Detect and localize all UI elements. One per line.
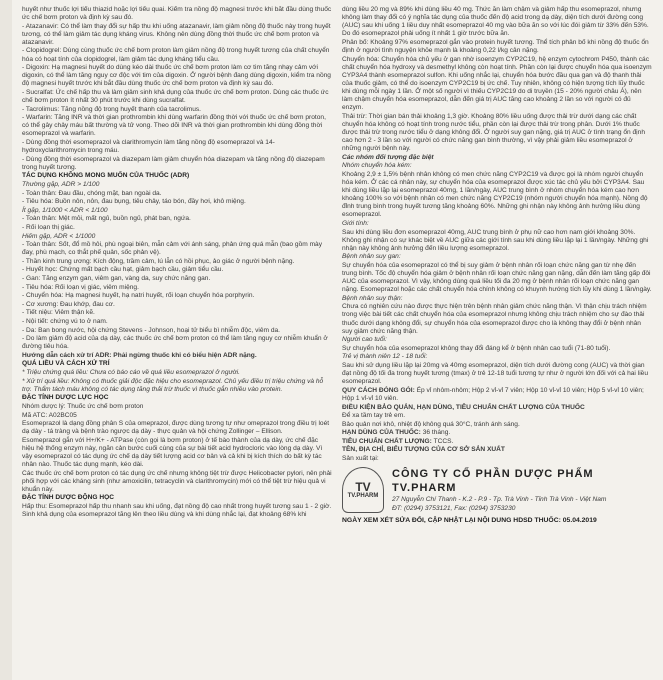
- adr-line: - Toàn thân: Sốt, đổ mồ hôi, phù ngoại biên, mẫn cảm với ánh sáng, phản ứng quá mẫn (bao gồm mày đay, phù mạch, co thắt phế quản, sốc phản vệ).: [22, 241, 323, 257]
- pk-paragraph: Chưa có nghiên cứu nào được thực hiện trên bệnh nhân giảm chức năng thận. Vì thận chịu trách nhiệm trong việc bài tiết các chất chuyển hóa của esomeprazol nhưng không chịu trách nhiệm cho sự đào thải thuốc dưới dạng không đổi, sự chuyển hóa của esomeprazol được cho là không thay đổi ở bệnh nhân suy giảm chức năng thận.: [342, 303, 647, 335]
- pharmacodynamics-paragraph: Esomeprazol gắn với H+/K+ - ATPase (còn gọi là bơm proton) ở tế bào thành của dạ dày, ức chế đặc hiệu hệ thống enzym này, ngăn cản bước cuối cùng của sự bài tiết acid hydrocloric vào lòng dạ dày. Vì vậy esomeprazol có tác dụng ức chế dạ dày tiết lượng acid cơ bản và cả khi bị kích thích do bất kỳ tác nhân nào. Thuốc tác dụng mạnh, kéo dài.: [22, 436, 323, 469]
- packaging-text: Bảo quản nơi khô, nhiệt độ không quá 30°C, tránh ánh sáng.: [342, 420, 520, 428]
- interaction-paragraph: - Tacrolimus: Tăng nồng độ trong huyết thanh của tacrolimus.: [22, 105, 201, 113]
- right-column: [342, 6, 652, 680]
- packaging-line: [342, 387, 652, 403]
- pk-paragraph: Phân bố: Khoảng 97% esomeprazol gắn vào protein huyết tương. Thể tích phân bố khi nồng độ thuốc ổn định ở người tình nguyện khỏe mạnh là khoảng 0,22 l/kg cân nặng.: [342, 38, 649, 54]
- company-address: 27 Nguyễn Chí Thanh - K.2 - P.9 - Tp. Trà Vinh - Tỉnh Trà Vinh - Việt Nam: [392, 496, 607, 504]
- section-heading-pharmacodynamics: ĐẶC TÍNH DƯỢC LỰC HỌC: [22, 394, 109, 402]
- pk-paragraph: Bệnh nhân suy thận:: [342, 294, 403, 302]
- section-heading-overdose: QUÁ LIỀU VÀ CÁCH XỬ TRÍ: [22, 360, 110, 368]
- pk-paragraph: Người cao tuổi:: [342, 336, 387, 344]
- pk-paragraph: Sự chuyển hóa của esomeprazol có thể bị suy giảm ở bệnh nhân rối loạn chức năng gan từ nhẹ đến trung bình. Tốc độ chuyển hóa giảm ở bệnh nhân rối loạn chức năng gan nặng, dẫn đến làm tăng gấp đôi AUC của esomeprazol. Vì vậy, không dùng quá liều tối đa 20 mg ở bệnh nhân rối loạn chức năng gan nặng. Esomeprazol hoặc các chất chuyển hóa chính không có khuynh hướng tích lũy khi dùng 1 lần/ngày.: [342, 261, 652, 294]
- company-logo: [342, 467, 384, 513]
- packaging-text: 36 tháng.: [420, 429, 451, 437]
- packaging-line: [342, 412, 652, 420]
- packaging-line: [342, 404, 652, 412]
- interaction-paragraph: - Warfarin: Tăng INR và thời gian prothrombin khi dùng warfarin đồng thời với thuốc ức chế bơm proton, có thể gây chảy máu bất thường và tử vong. Theo dõi INR và thời gian prothrombin khi dùng đồng thời esomeprazol và warfarin.: [22, 114, 326, 138]
- pk-paragraph: Các nhóm đối tượng đặc biệt: [342, 153, 434, 161]
- adr-line: - Da: Ban bong nước, hội chứng Stevens - Johnson, hoại tử biểu bì nhiễm độc, viêm da.: [22, 326, 281, 334]
- company-phone: ĐT: (0294) 3753121, Fax: (0294) 3753230: [392, 505, 516, 513]
- manufacturer-block: [342, 467, 652, 513]
- packaging-line: [342, 455, 652, 463]
- interaction-paragraph: - Dùng đồng thời esomeprazol và clarithromycin làm tăng nồng độ esomeprazol và 14-hydroxyclarithromycin trong máu.: [22, 139, 275, 155]
- interaction-paragraph: - Digoxin: Hạ magnesi huyết do dùng kéo dài thuốc ức chế bơm proton làm cơ tim tăng nhạy cảm với digoxin, có thể làm tăng nguy cơ độc với tim của digoxin. Ở người bệnh đang dùng digoxin, kiểm tra nồng độ magnesi huyết trước khi bắt đầu dùng thuốc ức chế bơm proton và định kỳ sau đó.: [22, 64, 331, 88]
- packaging-label: TIÊU CHUẨN CHẤT LƯỢNG:: [342, 437, 432, 445]
- packaging-text: TCCS.: [431, 437, 454, 445]
- adr-line: - Toàn thân: Mệt mỏi, mất ngủ, buồn ngủ, phát ban, ngứa.: [22, 215, 191, 223]
- pharmacodynamics-paragraph: Esomeprazol là dạng đồng phân S của omeprazol, được dùng tương tự như omeprazol trong điều trị loét dạ dày - tá tràng và bệnh trào ngược dạ dày - thực quản và hội chứng Zollinger – Ellison.: [22, 420, 330, 436]
- pk-paragraph: Trẻ vị thành niên 12 - 18 tuổi:: [342, 353, 428, 361]
- adr-line: Thường gặp, ADR > 1/100: [22, 180, 100, 188]
- adr-line: - Chuyển hóa: Hạ magnesi huyết, hạ natri huyết, rối loạn chuyển hóa porphyrin.: [22, 292, 255, 300]
- section-heading-adr: TÁC DỤNG KHÔNG MONG MUỐN CỦA THUỐC (ADR): [22, 172, 190, 180]
- adr-line: - Rối loạn thị giác.: [22, 223, 75, 231]
- packaging-text: Để xa tầm tay trẻ em.: [342, 412, 406, 420]
- adr-line: - Toàn thân: Đau đầu, chóng mặt, ban ngoài da.: [22, 189, 162, 197]
- packaging-label: HẠN DÙNG CỦA THUỐC:: [342, 429, 421, 437]
- pharmacokinetics-paragraph: Hấp thu: Esomeprazol hấp thu nhanh sau khi uống, đạt nồng độ cao nhất trong huyết tương sau 1 - 2 giờ. Sinh khả dụng của esomeprazol tăng lên theo liều dùng và khi dùng nhắc lại, đạt khoảng 68% khi: [22, 503, 332, 519]
- adr-line: - Tiết niệu: Viêm thận kẽ.: [22, 309, 95, 317]
- adr-line: - Tiêu hóa: Buồn nôn, nôn, đau bụng, tiêu chảy, táo bón, đầy hơi, khô miệng.: [22, 198, 246, 206]
- pk-paragraph: Bệnh nhân suy gan:: [342, 253, 401, 261]
- company-info: [392, 467, 652, 513]
- company-name: CÔNG TY CỔ PHẦN DƯỢC PHẨM TV.PHARM: [392, 468, 594, 495]
- packaging-line: [342, 446, 652, 454]
- overdose-line: * Triệu chứng quá liều: Chưa có báo cáo về quá liều esomeprazol ở người.: [22, 369, 240, 377]
- pk-paragraph: Khoảng 2,9 ± 1,5% bệnh nhân không có men chức năng CYP2C19 và được gọi là nhóm người chuyển hóa kém. Ở các cá nhân này, sự chuyển hóa của esomeprazol được xúc tác chủ yếu bởi CYP3A4. Sau khi dùng liều lặp lại esomeprazol 40mg, 1 lần/ngày, AUC trung bình ở nhóm chuyển hóa kém cao hơn khoảng 100% so với bệnh nhân có men chức năng CYP2C19 (nhóm người chuyển hóa mạnh). Nồng độ đỉnh trung bình trong huyết tương tăng khoảng 60%. Những ghi nhận này không ảnh hưởng liều dùng esomeprazol.: [342, 170, 648, 219]
- adr-line: - Huyết học: Chứng mất bạch cầu hạt, giảm bạch cầu, giảm tiểu cầu.: [22, 266, 224, 274]
- pk-paragraph: dùng liều 20 mg và 89% khi dùng liều 40 mg. Thức ăn làm chậm và giảm hấp thu esomeprazol, nhưng không làm thay đổi có ý nghĩa tác dụng của thuốc đến độ acid trong dạ dày, diện tích dưới đường cong (AUC) sau khi uống 1 liều duy nhất esomeprazol 40 mg vào bữa ăn so với lúc đói giảm từ 33% đến 53%. Do đó esomeprazol phải uống ít nhất 1 giờ trước bữa ăn.: [342, 6, 649, 38]
- pharmacodynamics-paragraph: Các thuốc ức chế bơm proton có tác dụng ức chế nhưng không tiệt trừ được Helicobacter pylori, nên phải phối hợp với các kháng sinh (như amoxicilin, tetracyclin và clarithromycin) mới có thể tiệt trừ hiệu quả vi khuẩn này.: [22, 469, 332, 493]
- left-column: [22, 6, 332, 680]
- packaging-line: [342, 438, 652, 446]
- overdose-line: * Xử trí quá liều: Không có thuốc giải độc đặc hiệu cho esomeprazol. Chủ yếu điều trị triệu chứng và hỗ trợ. Thẩm tách máu không có tác dụng tăng thải trừ thuốc vì thuốc gắn nhiều vào protein.: [22, 377, 324, 393]
- page-binding-edge: [0, 0, 12, 680]
- pk-paragraph: Chuyển hóa: Chuyển hóa chủ yếu ở gan nhờ isoenzym CYP2C19, hệ enzym cytochrom P450, thành các chất chuyển hóa hydroxy và desmethyl không còn hoạt tính. Phần còn lại được chuyển hóa qua isoenzym CYP3A4 thành esomeprazol sulfon. Khi uống nhắc lại, chuyển hóa bước đầu qua gan và độ thanh thải của thuốc giảm, có thể do isoenzym CYP2C19 bị ức chế. Tuy nhiên, không có hiện tượng tích lũy thuốc khi dùng mỗi ngày 1 lần. Ở một số người vì thiếu CYP2C19 do di truyền (15 - 20% người châu Á), nên làm chậm chuyển hóa esomeprazol, dẫn đến giá trị AUC tăng cao khoảng 2 lần so với người có đủ enzym.: [342, 55, 652, 112]
- interaction-paragraph: - Clopidogrel: Dùng cùng thuốc ức chế bơm proton làm giảm nồng độ trong huyết tương của chất chuyển hóa có hoạt tính của clopidogrel, làm giảm tác dụng kháng tiểu cầu.: [22, 47, 330, 63]
- packaging-line: [342, 429, 652, 437]
- logo-mark: TV: [355, 479, 371, 494]
- pharmacodynamics-paragraph: Mã ATC: A02BC05: [22, 411, 77, 419]
- packaging-label: ĐIỀU KIỆN BẢO QUẢN, HẠN DÙNG, TIÊU CHUẨN CHẤT LƯỢNG CỦA THUỐC: [342, 403, 585, 411]
- pk-paragraph: Giới tính:: [342, 219, 369, 227]
- packaging-text: Ép vỉ nhôm-nhôm; Hộp 2 vỉ-vỉ 7 viên; Hộp 10 vỉ-vỉ 10 viên; Hộp 5 vỉ-vỉ 10 viên; Hộp 1 vỉ-vỉ 10 viên.: [342, 386, 644, 402]
- pk-paragraph: Sau khi sử dụng liều lặp lại 20mg và 40mg esomeprazol, diện tích dưới đường cong (AUC) và thời gian đạt nồng độ tối đa trong huyết tương (tmax) ở trẻ 12-18 tuổi tương tự như ở người lớn đối với cả hai liều esomeprazol.: [342, 362, 648, 386]
- pk-paragraph: Sau khi dùng liều đơn esomeprazol 40mg, AUC trung bình ở phụ nữ cao hơn nam giới khoảng 30%. Không ghi nhận có sự khác biệt về AUC giữa các giới tính sau khi dùng liều lặp lại 1 lần/ngày. Những ghi nhận này không ảnh hưởng đến liều lượng esomeprazol.: [342, 228, 649, 252]
- pk-paragraph: Thải trừ: Thời gian bán thải khoảng 1,3 giờ. Khoảng 80% liều uống được thải trừ dưới dạng các chất chuyển hóa không có hoạt tính trong nước tiểu, phần còn lại được thải trừ trong phân. Dưới 1% thuốc được thải trừ trong nước tiểu ở dạng không đổi. Ở người suy gan nặng, giá trị AUC ở tình trạng ổn định cao hơn 2 - 3 lần so với người có chức năng gan bình thường, vì vậy phải giảm liều esomeprazol ở những người bệnh này.: [342, 112, 645, 153]
- interaction-paragraph: huyết như thuốc lợi tiểu thiazid hoặc lợi tiểu quai. Kiểm tra nồng độ magnesi trước khi bắt đầu dùng thuốc ức chế bơm proton và định kỳ sau đó.: [22, 6, 332, 22]
- packaging-label: QUY CÁCH ĐÓNG GÓI:: [342, 386, 415, 394]
- logo-text: TV.PHARM: [347, 492, 379, 499]
- adr-line: - Nội tiết: chứng vú to ở nam.: [22, 317, 108, 325]
- packaging-text: Sản xuất tại:: [342, 455, 379, 463]
- interaction-paragraph: - Atazanavir: Có thể làm thay đổi sự hấp thu khi uống atazanavir, làm giảm nồng độ thuốc này trong huyết tương, có thể làm giảm tác dụng kháng virus. Không nên dùng đồng thời thuốc ức chế bơm proton và atazanavir.: [22, 22, 331, 46]
- packaging-line: [342, 421, 652, 429]
- pk-paragraph: Sự chuyển hóa của esomeprazol không thay đổi đáng kể ở bệnh nhân cao tuổi (71-80 tuổi).: [342, 344, 611, 352]
- adr-line: - Cơ xương: Đau khớp, đau cơ.: [22, 300, 115, 308]
- pk-paragraph: Nhóm chuyển hóa kém:: [342, 162, 412, 170]
- adr-line: Hiếm gặp, ADR < 1/1000: [22, 232, 96, 240]
- adr-line: - Tiêu hóa: Rối loạn vị giác, viêm miệng.: [22, 283, 139, 291]
- adr-line: Hướng dẫn cách xử trí ADR: Phải ngừng thuốc khi có biểu hiện ADR nặng.: [22, 351, 257, 359]
- adr-line: Ít gặp, 1/1000 < ADR < 1/100: [22, 206, 108, 214]
- interaction-paragraph: - Sucralfat: Ức chế hấp thu và làm giảm sinh khả dụng của thuốc ức chế bơm proton. Dùng các thuốc ức chế bơm proton ít nhất 30 phút trước khi dùng sucralfat.: [22, 88, 329, 105]
- pharmacodynamics-paragraph: Nhóm dược lý: Thuốc ức chế bơm proton: [22, 402, 144, 410]
- interaction-paragraph: - Dùng đồng thời esomeprazol và diazepam làm giảm chuyển hóa diazepam và tăng nồng độ diazepam trong huyết tương.: [22, 155, 325, 171]
- packaging-label: TÊN, ĐỊA CHỈ, BIỂU TƯỢNG CỦA CƠ SỞ SẢN XUẤT: [342, 446, 505, 454]
- revision-date: NGÀY XEM XÉT SỬA ĐỔI, CẬP NHẬT LẠI NỘI DUNG HDSD THUỐC: 05.04.2019: [342, 517, 597, 525]
- adr-line: - Gan: Tăng enzym gan, viêm gan, vàng da, suy chức năng gan.: [22, 275, 211, 282]
- section-heading-pharmacokinetics: ĐẶC TÍNH DƯỢC ĐỘNG HỌC: [22, 494, 115, 502]
- adr-line: - Thần kinh trung ương: Kích động, trầm cảm, lú lẫn có hồi phục, ảo giác ở người bệnh nặng.: [22, 257, 295, 265]
- adr-line: - Do làm giảm độ acid của dạ dày, các thuốc ức chế bơm proton có thể làm tăng nguy cơ nhiễm khuẩn ở đường tiêu hóa.: [22, 335, 328, 351]
